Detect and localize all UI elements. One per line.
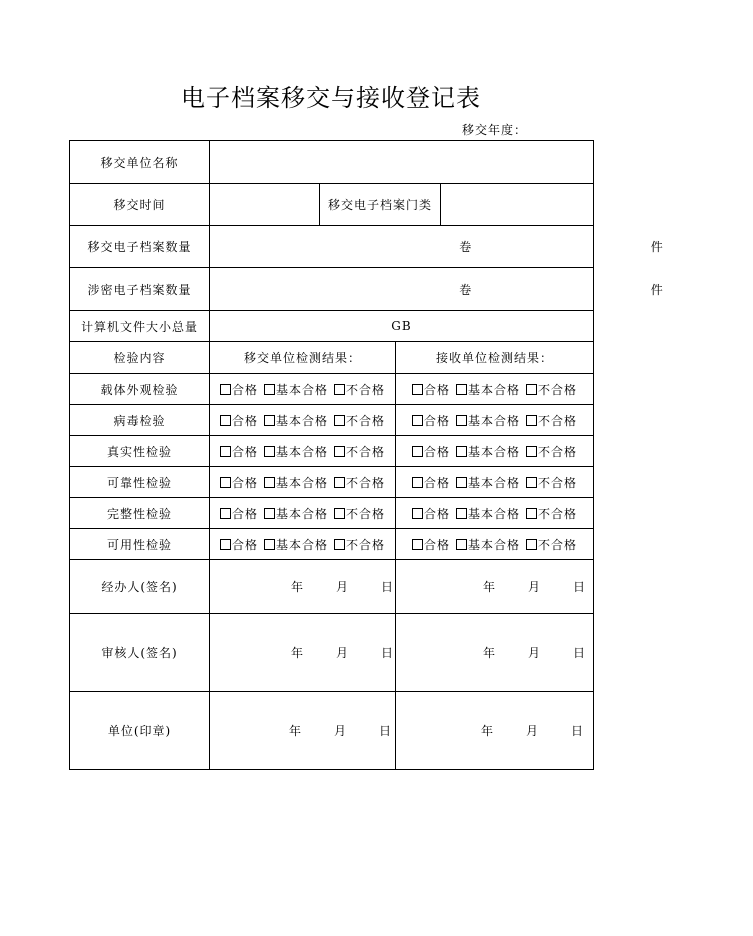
year-text: 年 bbox=[482, 580, 496, 594]
option-label: 不合格 bbox=[538, 475, 578, 490]
reviewer-row bbox=[70, 614, 594, 692]
jian-unit: 件 bbox=[650, 240, 664, 254]
checkbox-icon[interactable] bbox=[456, 508, 467, 519]
checkbox-icon[interactable] bbox=[220, 477, 231, 488]
checkbox-icon[interactable] bbox=[334, 539, 345, 550]
receiver-result-options bbox=[396, 467, 594, 498]
month-text: 月 bbox=[527, 580, 541, 594]
checkbox-icon[interactable] bbox=[220, 384, 231, 395]
option-label: 合格 bbox=[423, 506, 450, 521]
option-label: 不合格 bbox=[538, 444, 578, 459]
checkbox-icon[interactable] bbox=[220, 539, 231, 550]
option-label: 不合格 bbox=[346, 506, 386, 521]
sender-result-options bbox=[210, 529, 396, 560]
option-label: 基本合格 bbox=[467, 444, 520, 459]
option-label: 基本合格 bbox=[467, 382, 520, 397]
sender-fail-option[interactable] bbox=[334, 507, 385, 521]
file-size-label: 计算机文件大小总量 bbox=[70, 311, 210, 342]
unit-name-row bbox=[70, 141, 594, 184]
juan-unit: 卷 bbox=[459, 240, 473, 254]
month-text: 月 bbox=[335, 580, 349, 594]
month-text: 月 bbox=[333, 724, 347, 738]
seal-label: 单位(印章) bbox=[70, 692, 210, 770]
reviewer-receiver-sign[interactable] bbox=[396, 614, 594, 692]
sender-fail-option[interactable] bbox=[334, 538, 385, 552]
checkbox-icon[interactable] bbox=[526, 477, 537, 488]
option-label: 不合格 bbox=[538, 506, 578, 521]
inspection-item-label: 完整性检验 bbox=[70, 498, 210, 529]
option-label: 合格 bbox=[231, 506, 258, 521]
sender-result-options bbox=[210, 405, 396, 436]
inspection-item-label: 可用性检验 bbox=[70, 529, 210, 560]
option-label: 不合格 bbox=[346, 444, 386, 459]
day-text: 日 bbox=[379, 724, 393, 738]
sender-result-options bbox=[210, 498, 396, 529]
inspection-header-row bbox=[70, 342, 594, 374]
inspection-row bbox=[70, 467, 594, 498]
sender-pass-option[interactable] bbox=[220, 507, 258, 521]
checkbox-icon[interactable] bbox=[526, 446, 537, 457]
archive-category-label: 移交电子档案门类 bbox=[320, 184, 441, 226]
year-text: 年 bbox=[480, 724, 494, 738]
month-text: 月 bbox=[525, 724, 539, 738]
checkbox-icon[interactable] bbox=[456, 415, 467, 426]
option-label: 不合格 bbox=[538, 382, 578, 397]
year-text: 年 bbox=[288, 724, 302, 738]
day-text: 日 bbox=[571, 724, 585, 738]
checkbox-icon[interactable] bbox=[334, 384, 345, 395]
inspection-content-label: 检验内容 bbox=[70, 342, 210, 374]
handler-row bbox=[70, 560, 594, 614]
handler-label: 经办人(签名) bbox=[70, 560, 210, 614]
sender-basic-pass-option[interactable] bbox=[264, 507, 328, 521]
option-label: 基本合格 bbox=[467, 537, 520, 552]
sender-fail-option[interactable] bbox=[334, 476, 385, 490]
option-label: 合格 bbox=[231, 444, 258, 459]
receiver-pass-option[interactable] bbox=[412, 445, 450, 459]
reviewer-label: 审核人(签名) bbox=[70, 614, 210, 692]
checkbox-icon[interactable] bbox=[456, 539, 467, 550]
checkbox-icon[interactable] bbox=[526, 539, 537, 550]
day-text: 日 bbox=[381, 646, 395, 660]
option-label: 不合格 bbox=[346, 382, 386, 397]
file-size-field[interactable] bbox=[210, 311, 594, 342]
sender-fail-option[interactable] bbox=[334, 383, 385, 397]
checkbox-icon[interactable] bbox=[412, 415, 423, 426]
checkbox-icon[interactable] bbox=[456, 384, 467, 395]
option-label: 基本合格 bbox=[275, 475, 328, 490]
inspection-row bbox=[70, 529, 594, 560]
secret-quantity-field[interactable] bbox=[210, 268, 664, 311]
inspection-row bbox=[70, 374, 594, 405]
checkbox-icon[interactable] bbox=[220, 446, 231, 457]
receiver-pass-option[interactable] bbox=[412, 414, 450, 428]
sender-pass-option[interactable] bbox=[220, 445, 258, 459]
option-label: 基本合格 bbox=[275, 506, 328, 521]
seal-sender-sign[interactable] bbox=[210, 692, 396, 770]
option-label: 合格 bbox=[231, 382, 258, 397]
secret-quantity-label: 涉密电子档案数量 bbox=[70, 268, 210, 311]
option-label: 基本合格 bbox=[275, 413, 328, 428]
transfer-time-row bbox=[70, 184, 594, 226]
sender-result-options bbox=[210, 436, 396, 467]
receiver-pass-option[interactable] bbox=[412, 507, 450, 521]
checkbox-icon[interactable] bbox=[264, 446, 275, 457]
checkbox-icon[interactable] bbox=[264, 384, 275, 395]
secret-quantity-row bbox=[70, 268, 594, 311]
receiver-basic-pass-option[interactable] bbox=[456, 507, 520, 521]
checkbox-icon[interactable] bbox=[264, 477, 275, 488]
checkbox-icon[interactable] bbox=[264, 415, 275, 426]
sender-pass-option[interactable] bbox=[220, 538, 258, 552]
receiver-result-options bbox=[396, 374, 594, 405]
option-label: 合格 bbox=[423, 475, 450, 490]
transfer-year-label: 移交年度： bbox=[462, 123, 528, 137]
month-text: 月 bbox=[527, 646, 541, 660]
checkbox-icon[interactable] bbox=[334, 508, 345, 519]
sender-basic-pass-option[interactable] bbox=[264, 538, 328, 552]
checkbox-icon[interactable] bbox=[526, 508, 537, 519]
sender-fail-option[interactable] bbox=[334, 414, 385, 428]
receiver-fail-option[interactable] bbox=[526, 414, 577, 428]
receiver-result-label: 接收单位检测结果： bbox=[396, 342, 594, 374]
option-label: 不合格 bbox=[538, 413, 578, 428]
receiver-result-options bbox=[396, 529, 594, 560]
option-label: 基本合格 bbox=[467, 413, 520, 428]
inspection-rows bbox=[70, 374, 594, 560]
juan-unit: 卷 bbox=[459, 282, 473, 297]
inspection-item-label: 真实性检验 bbox=[70, 436, 210, 467]
option-label: 合格 bbox=[231, 537, 258, 552]
sender-fail-option[interactable] bbox=[334, 445, 385, 459]
option-label: 不合格 bbox=[346, 537, 386, 552]
receiver-basic-pass-option[interactable] bbox=[456, 383, 520, 397]
option-label: 合格 bbox=[423, 444, 450, 459]
checkbox-icon[interactable] bbox=[220, 508, 231, 519]
archive-category-field[interactable] bbox=[441, 184, 594, 226]
inspection-item-label: 可靠性检验 bbox=[70, 467, 210, 498]
registration-form-table bbox=[69, 140, 664, 770]
sender-pass-option[interactable] bbox=[220, 383, 258, 397]
day-text: 日 bbox=[573, 580, 587, 594]
unit-name-field[interactable] bbox=[210, 141, 594, 184]
receiver-fail-option[interactable] bbox=[526, 507, 577, 521]
receiver-fail-option[interactable] bbox=[526, 383, 577, 397]
inspection-row bbox=[70, 498, 594, 529]
sender-pass-option[interactable] bbox=[220, 414, 258, 428]
option-label: 基本合格 bbox=[467, 475, 520, 490]
gb-unit: GB bbox=[391, 319, 412, 333]
checkbox-icon[interactable] bbox=[412, 384, 423, 395]
day-text: 日 bbox=[573, 646, 587, 660]
option-label: 不合格 bbox=[538, 537, 578, 552]
checkbox-icon[interactable] bbox=[334, 415, 345, 426]
option-label: 合格 bbox=[423, 537, 450, 552]
receiver-fail-option[interactable] bbox=[526, 445, 577, 459]
checkbox-icon[interactable] bbox=[526, 415, 537, 426]
checkbox-icon[interactable] bbox=[456, 446, 467, 457]
unit-name-label: 移交单位名称 bbox=[70, 141, 210, 184]
sender-basic-pass-option[interactable] bbox=[264, 445, 328, 459]
option-label: 基本合格 bbox=[275, 382, 328, 397]
day-text: 日 bbox=[381, 580, 395, 594]
inspection-row bbox=[70, 436, 594, 467]
option-label: 合格 bbox=[231, 413, 258, 428]
reviewer-sender-sign[interactable] bbox=[210, 614, 396, 692]
option-label: 基本合格 bbox=[467, 506, 520, 521]
receiver-result-options bbox=[396, 436, 594, 467]
file-size-row bbox=[70, 311, 594, 342]
form-title: 电子档案移交与接收登记表 bbox=[181, 84, 481, 112]
receiver-result-options bbox=[396, 405, 594, 436]
transfer-time-field[interactable] bbox=[210, 184, 320, 226]
year-text: 年 bbox=[482, 646, 496, 660]
receiver-pass-option[interactable] bbox=[412, 538, 450, 552]
jian-unit: 件 bbox=[650, 282, 664, 297]
checkbox-icon[interactable] bbox=[412, 539, 423, 550]
option-label: 合格 bbox=[423, 413, 450, 428]
sender-basic-pass-option[interactable] bbox=[264, 414, 328, 428]
checkbox-icon[interactable] bbox=[412, 508, 423, 519]
sender-basic-pass-option[interactable] bbox=[264, 476, 328, 490]
option-label: 合格 bbox=[423, 382, 450, 397]
inspection-row bbox=[70, 405, 594, 436]
checkbox-icon[interactable] bbox=[526, 384, 537, 395]
seal-row bbox=[70, 692, 594, 770]
quantity-field[interactable] bbox=[210, 226, 664, 268]
receiver-basic-pass-option[interactable] bbox=[456, 476, 520, 490]
checkbox-icon[interactable] bbox=[334, 446, 345, 457]
inspection-item-label: 病毒检验 bbox=[70, 405, 210, 436]
sender-basic-pass-option[interactable] bbox=[264, 383, 328, 397]
receiver-result-options bbox=[396, 498, 594, 529]
checkbox-icon[interactable] bbox=[456, 477, 467, 488]
receiver-pass-option[interactable] bbox=[412, 476, 450, 490]
sender-pass-option[interactable] bbox=[220, 476, 258, 490]
receiver-basic-pass-option[interactable] bbox=[456, 538, 520, 552]
quantity-label: 移交电子档案数量 bbox=[70, 226, 210, 268]
receiver-fail-option[interactable] bbox=[526, 538, 577, 552]
option-label: 基本合格 bbox=[275, 537, 328, 552]
year-text: 年 bbox=[290, 646, 304, 660]
receiver-basic-pass-option[interactable] bbox=[456, 445, 520, 459]
sender-result-options bbox=[210, 374, 396, 405]
handler-sender-sign[interactable] bbox=[210, 560, 396, 614]
quantity-row bbox=[70, 226, 594, 268]
option-label: 不合格 bbox=[346, 475, 386, 490]
receiver-basic-pass-option[interactable] bbox=[456, 414, 520, 428]
option-label: 不合格 bbox=[346, 413, 386, 428]
option-label: 基本合格 bbox=[275, 444, 328, 459]
checkbox-icon[interactable] bbox=[220, 415, 231, 426]
checkbox-icon[interactable] bbox=[334, 477, 345, 488]
option-label: 合格 bbox=[231, 475, 258, 490]
month-text: 月 bbox=[335, 646, 349, 660]
receiver-fail-option[interactable] bbox=[526, 476, 577, 490]
checkbox-icon[interactable] bbox=[412, 477, 423, 488]
inspection-item-label: 载体外观检验 bbox=[70, 374, 210, 405]
seal-receiver-sign[interactable] bbox=[396, 692, 594, 770]
sender-result-label: 移交单位检测结果： bbox=[210, 342, 396, 374]
transfer-time-label: 移交时间 bbox=[70, 184, 210, 226]
receiver-pass-option[interactable] bbox=[412, 383, 450, 397]
sender-result-options bbox=[210, 467, 396, 498]
handler-receiver-sign[interactable] bbox=[396, 560, 594, 614]
year-text: 年 bbox=[290, 580, 304, 594]
checkbox-icon[interactable] bbox=[264, 539, 275, 550]
checkbox-icon[interactable] bbox=[412, 446, 423, 457]
checkbox-icon[interactable] bbox=[264, 508, 275, 519]
